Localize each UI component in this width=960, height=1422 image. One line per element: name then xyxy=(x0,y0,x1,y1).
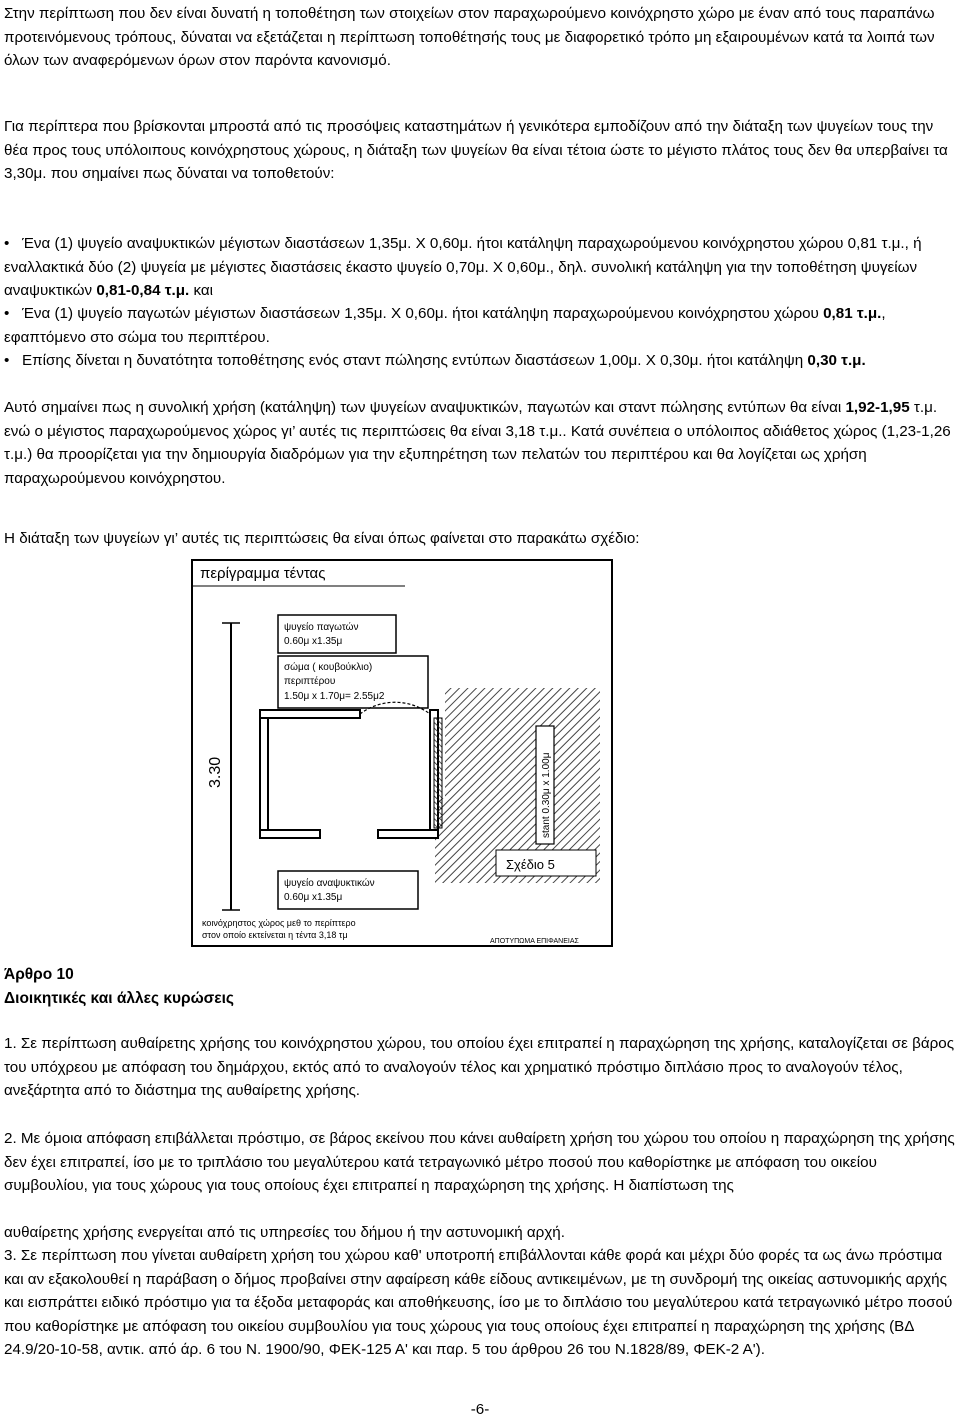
awning-label: περίγραμμα τέντας xyxy=(200,565,326,582)
height-dimension-label: 3.30 xyxy=(207,756,224,788)
article-item-2: 2. Με όμοια απόφαση επιβάλλεται πρόστιμο, σε βάρος εκείνου που κάνει αυθαίρετη χρήση του χώρου του οποίου η παραχώρηση της χρήσης δεν έχει επιτραπεί, ίσο με το τριπλάσιο του μεγαλύτερου κατά τετραγωνικό μέτρο ποσού που καθορίστηκε με απόφαση του οικείου συμβουλίου, για τους χώρους για τους οποίους έχει επιτραπεί η παραχώρηση της χρήσης. Η διαπίστωση της xyxy=(4,1130,955,1194)
bullet-soft-drinks: • Ένα (1) ψυγείο αναψυκτικών μέγιστων διαστάσεων 1,35μ. Χ 0,60μ. ήτοι κατάληψη παραχωρούμενου κοινόχρηστου χώρου 0,81 τ.μ., ή εναλλακτικά δύο (2) ψυγεία με μέγιστες διαστάσεις έκαστο ψυγείο 0,70μ. Χ 0,60μ., δηλ. συνολική κατάληψη για την τοποθέτηση ψυγείων αναψυκτικών 0,81-0,84 τ.μ. και xyxy=(4,232,956,303)
summary-paragraph: Αυτό σημαίνει πως η συνολική χρήση (κατάληψη) των ψυγείων αναψυκτικών, παγωτών και σταντ πώλησης εντύπων θα είναι 1,92-1,95 τ.μ. ενώ ο μέγιστος παραχωρούμενος χώρος γι’ αυτές τις περιπτώσεις θα είναι 3,18 τ.μ.. Κατά συνέπεια ο υπόλοιπος αδιάθετος χώρος (1,23-1,26 τ.μ.) θα προορίζεται για την δημιουργία διαδρόμων για την εξυπηρέτηση των πελατών του περιπτέρου και θα λογίζεται ως χρήση παραχωρούμενου κοινόχρηστου. xyxy=(4,399,951,487)
bullet-stand: • Επίσης δίνεται η δυνατότητα τοποθέτησης ενός σταντ πώλησης εντύπων διαστάσεων 1,00μ. Χ 0,30μ. ήτοι κατάληψη 0,30 τ.μ. xyxy=(4,349,956,373)
ice-cream-fridge xyxy=(278,615,396,653)
diagram-note-3: ΑΠΟΤΥΠΩΜΑ ΕΠΙΦΑΝΕΙΑΣ xyxy=(490,938,579,945)
diagram-note-2: στον οποίο εκτείνεται η τέντα 3,18 τμ xyxy=(202,930,348,940)
bullet-icon: • xyxy=(4,352,10,369)
article-item-2-continued: αυθαίρετης χρήσης ενεργείται από τις υπηρεσίες του δήμου ή την αστυνομική αρχή. xyxy=(4,1224,565,1241)
kiosk-label-1: σώμα ( κουβούκλιο) xyxy=(284,662,373,673)
kiosk-layout-diagram xyxy=(190,558,960,950)
ice-cream-fridge-size: 0.60μ x1.35μ xyxy=(284,636,343,647)
bullet-ice-cream: • Ένα (1) ψυγείο παγωτών μέγιστων διαστάσεων 1,35μ. Χ 0,60μ. ήτοι κατάληψη παραχωρούμενου κοινόχρηστου χώρου 0,81 τ.μ., εφαπτόμενο στο σώμα του περιπτέρου. xyxy=(4,302,956,349)
kiosk-label-2: περιπτέρου xyxy=(284,676,336,687)
ice-cream-fridge-label: ψυγείο παγωτών xyxy=(284,622,359,633)
bullet-icon: • xyxy=(4,235,10,252)
kiosk-body xyxy=(260,702,438,838)
article-item-3: 3. Σε περίπτωση που γίνεται αυθαίρετη χρήση του χώρου καθ' υποτροπή επιβάλλονται κάθε φορά και μέχρι δύο φορές τα ως άνω πρόστιμα και αν εξακολουθεί η παράβαση ο δήμος προβαίνει στην αφαίρεση κάθε είδους αντικειμένων, με τη συνδρομή της οικείας αστυνομικής αρχής και εισπράττει ειδικό πρόστιμο για τα έξοδα μεταφοράς και αποθήκευσης, ίσο με το διπλάσιο του μεγαλύτερου κατά τετραγωνικό μέτρο ποσού που καθορίστηκε με απόφαση του οικείου συμβουλίου για τους χώρους για τους οποίους έχει επιτραπεί η παραχώρηση της χρήσης (ΒΔ 24.9/20-10-58, αντικ. από άρ. 6 του Ν. 1900/90, ΦΕΚ-125 Α' και παρ. 5 του άρθρου 26 του Ν.1828/89, ΦΕΚ-2 Α'). xyxy=(4,1247,953,1358)
intro-paragraph: Στην περίπτωση που δεν είναι δυνατή η τοποθέτηση των στοιχείων στον παραχωρούμενο κοινόχρηστο χώρο με έναν από τους παραπάνω προτεινόμενους τρόπους, δύναται να εξετάζεται η περίπτωση τοποθέτησής τους με διαφορετικό τρόπο μη εξαιρουμένων κατά τα λοιπά των όλων των αναφερόμενων όρων στον παρόντα κανονισμό. xyxy=(4,5,935,69)
diagram-intro: Η διάταξη των ψυγείων γι’ αυτές τις περιπτώσεις θα είναι όπως φαίνεται στο παρακάτω σχέδιο: xyxy=(4,530,640,547)
bullet-icon: • xyxy=(4,305,10,322)
article-title: Διοικητικές και άλλες κυρώσεις xyxy=(4,990,234,1007)
stand-label: stant 0.30μ x 1.00μ xyxy=(541,752,552,838)
kiosk-label-3: 1.50μ x 1.70μ= 2.55μ2 xyxy=(284,691,385,702)
soft-drinks-fridge xyxy=(278,871,418,909)
page-number: -6- xyxy=(470,1401,490,1418)
soft-drinks-fridge-size: 0.60μ x1.35μ xyxy=(284,892,343,903)
stand-marker xyxy=(434,718,442,828)
kiosks-paragraph: Για περίπτερα που βρίσκονται μπροστά από τις προσόψεις καταστημάτων ή γενικότερα εμποδίζουν από την διάταξη των ψυγείων τους την θέα προς τους υπόλοιπους κοινόχρηστους χώρους, η διάταξη των ψυγείων θα είναι τέτοια ώστε το μέγιστο πλάτος τους δεν θα υπερβαίνει τα 3,30μ. που σημαίνει πως δύναται να τοποθετούν: xyxy=(4,118,948,182)
sketch-label: Σχέδιο 5 xyxy=(506,857,555,872)
soft-drinks-fridge-label: ψυγείο αναψυκτικών xyxy=(284,878,375,889)
diagram-note-1: κοινόχρηστος χώρος μεθ το περίπτερο xyxy=(202,918,356,928)
article-item-1: 1. Σε περίπτωση αυθαίρετης χρήσης του κοινόχρηστου χώρου, του οποίου έχει επιτραπεί η παραχώρηση της χρήσης, καταλογίζεται σε βάρος του υπόχρεου με απόφαση του δημάρχου, εκτός από το αναλογούν τέλος και χρηματικό πρόστιμο διπλάσιο προς το αναλογούν τέλος, ανεξάρτητα από το διάστημα της αυθαίρετης χρήσης. xyxy=(4,1035,955,1099)
article-number: Άρθρο 10 xyxy=(4,966,74,983)
